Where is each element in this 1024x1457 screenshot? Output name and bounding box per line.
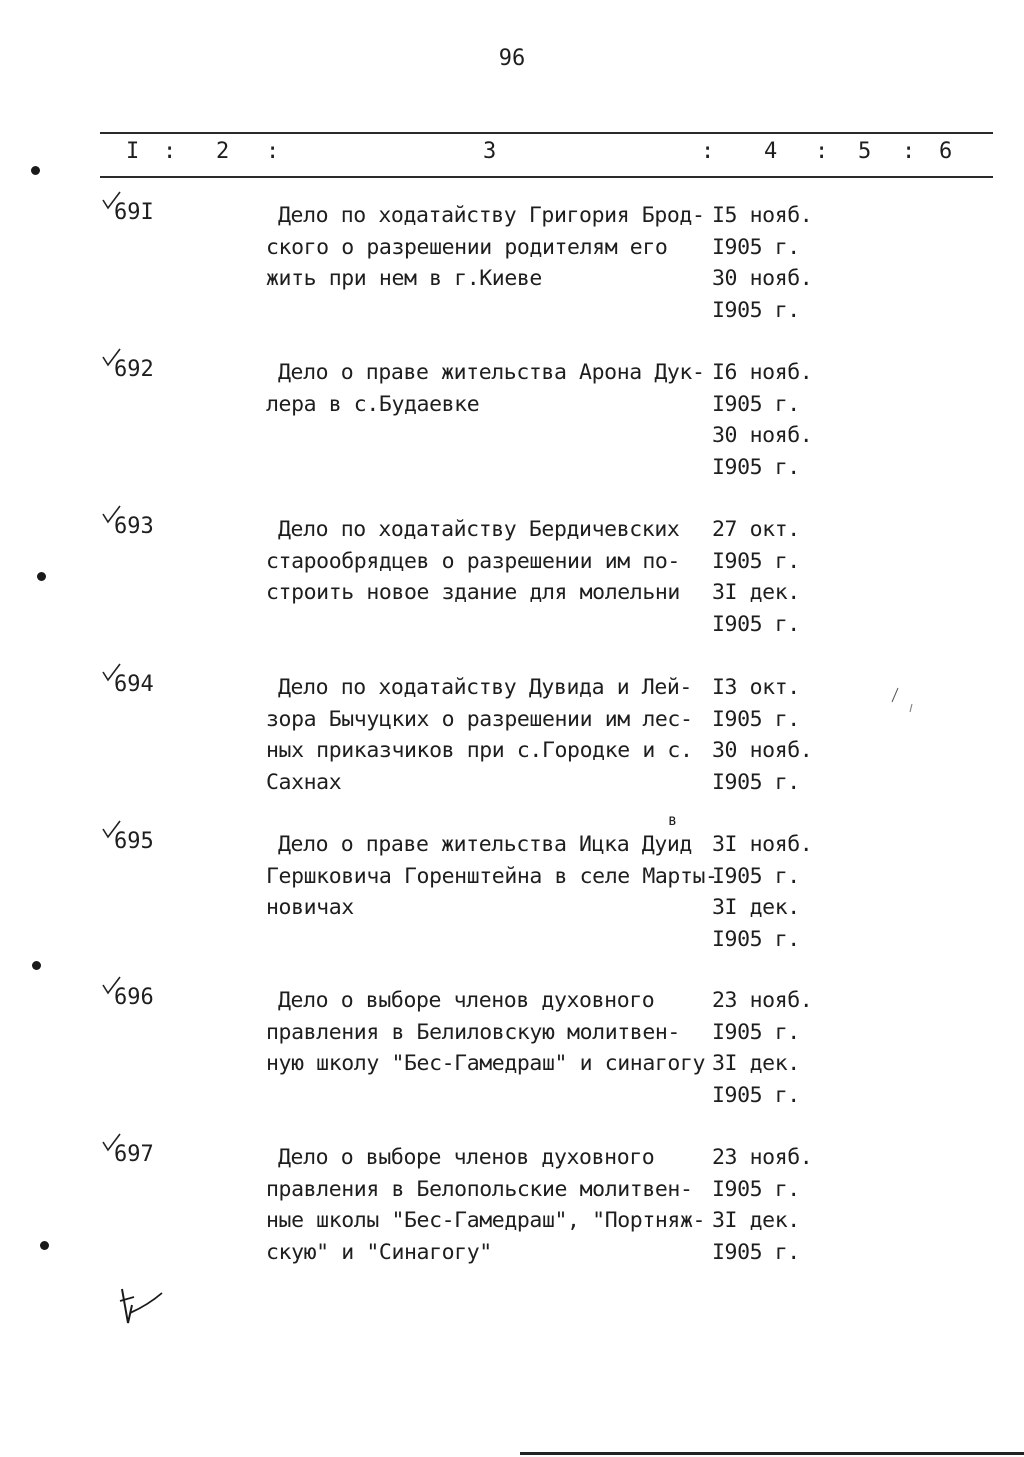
end-date: 30 нояб. [712, 738, 813, 763]
binding-hole-dot [37, 572, 46, 581]
description-line: правления в Белиловскую молитвен- [266, 1019, 680, 1045]
entry-dates [712, 357, 822, 483]
description-line: ные школы "Бес-Гамедраш", "Портняж- [266, 1208, 706, 1233]
end-year: I905 г. [712, 769, 800, 795]
description-line: Гершковича Горенштейна в селе Марты- [266, 863, 718, 889]
start-date: I6 нояб. [712, 360, 813, 385]
end-date: 3I дек. [712, 580, 800, 605]
header-col-4: 4 [764, 139, 778, 164]
header-top-rule [100, 132, 993, 134]
entry-description [266, 514, 716, 640]
entry-description [266, 357, 716, 483]
start-date: 23 нояб. [712, 1145, 813, 1170]
description-line: Дело о выборе членов духовного [278, 1145, 655, 1170]
header-bottom-rule [100, 176, 993, 178]
page-bottom-edge [520, 1452, 1024, 1455]
pencil-mark-icon [886, 684, 916, 724]
start-year: I905 г. [712, 1176, 800, 1202]
header-separator: : [815, 139, 829, 164]
entry-number: 697 [114, 1142, 154, 1167]
binding-hole-dot [40, 1241, 49, 1250]
entry-number: 695 [114, 829, 154, 854]
header-separator: : [163, 139, 177, 164]
end-date: 30 нояб. [712, 266, 813, 291]
description-line: Дело о праве жительства Ицка Дуид [278, 832, 692, 857]
description-line [266, 924, 716, 956]
entry-number: 693 [114, 514, 154, 539]
page-number: 96 [498, 46, 526, 71]
end-year: I905 г. [712, 1082, 800, 1108]
handwritten-signature-icon [118, 1283, 166, 1329]
binding-hole-dot [31, 166, 40, 175]
header-col-1: I [126, 139, 140, 164]
end-date: 3I дек. [712, 1208, 800, 1233]
description-line [266, 1080, 716, 1112]
description-line: новичах [266, 895, 354, 920]
entry-description [266, 1142, 716, 1268]
end-year: I905 г. [712, 1239, 800, 1265]
description-line [266, 295, 716, 327]
entry-number: 694 [114, 672, 154, 697]
entry-dates [712, 829, 822, 955]
start-date: I3 окт. [712, 675, 800, 700]
inventory-entry [0, 200, 1024, 360]
header-col-3: 3 [483, 139, 497, 164]
end-year: I905 г. [712, 297, 800, 323]
description-line: жить при нем в г.Киеве [266, 266, 542, 291]
start-date: I5 нояб. [712, 203, 813, 228]
entry-description [266, 672, 716, 798]
start-year: I905 г. [712, 548, 800, 574]
description-line [266, 452, 716, 484]
inventory-entry [0, 811, 1024, 989]
end-year: I905 г. [712, 611, 800, 637]
description-line: лера в с.Будаевке [266, 391, 480, 417]
inventory-entry [0, 672, 1024, 832]
start-date: 3I нояб. [712, 832, 813, 857]
end-date: 30 нояб. [712, 423, 813, 448]
end-year: I905 г. [712, 454, 800, 480]
header-col-6: 6 [939, 139, 953, 164]
header-col-5: 5 [858, 139, 872, 164]
start-year: I905 г. [712, 706, 800, 732]
description-line: ных приказчиков при с.Городке и с. [266, 738, 693, 763]
description-line: скую" и "Синагогу" [266, 1239, 492, 1265]
entry-number: 69I [114, 200, 154, 225]
start-year: I905 г. [712, 863, 800, 889]
description-line: Дело о выборе членов духовного [278, 988, 655, 1013]
entry-number: 696 [114, 985, 154, 1010]
handwritten-correction: в [668, 811, 678, 829]
description-line: ную школу "Бес-Гамедраш" и синагогу [266, 1051, 706, 1076]
start-year: I905 г. [712, 234, 800, 260]
end-date: 3I дек. [712, 895, 800, 920]
entry-dates [712, 514, 822, 640]
description-line: строить новое здание для молельни [266, 580, 680, 605]
entry-description [266, 829, 716, 955]
header-separator: : [902, 139, 916, 164]
start-year: I905 г. [712, 391, 800, 417]
header-separator: : [701, 139, 715, 164]
entry-description [266, 985, 716, 1111]
end-year: I905 г. [712, 926, 800, 952]
description-line: Дело по ходатайству Бердичевских [278, 517, 680, 542]
inventory-entry [0, 1142, 1024, 1302]
end-date: 3I дек. [712, 1051, 800, 1076]
description-line [266, 609, 716, 641]
entry-description [266, 200, 716, 326]
description-line: Дело по ходатайству Дувида и Лей- [278, 675, 692, 700]
header-col-2: 2 [216, 139, 230, 164]
description-line [266, 420, 716, 452]
start-date: 27 окт. [712, 517, 800, 542]
description-line: зора Бычуцких о разрешении им лес- [266, 706, 693, 732]
description-line: старообрядцев о разрешении им по- [266, 548, 680, 574]
entry-dates [712, 672, 822, 798]
entry-dates [712, 985, 822, 1111]
description-line: ского о разрешении родителям его [266, 234, 668, 260]
entry-dates [712, 200, 822, 326]
header-separator: : [266, 139, 280, 164]
start-year: I905 г. [712, 1019, 800, 1045]
description-line: Сахнах [266, 769, 342, 795]
description-line: Дело по ходатайству Григория Брод- [278, 203, 705, 228]
inventory-entry [0, 514, 1024, 674]
inventory-entry [0, 357, 1024, 517]
entry-dates [712, 1142, 822, 1268]
binding-hole-dot [32, 961, 41, 970]
start-date: 23 нояб. [712, 988, 813, 1013]
inventory-entry [0, 985, 1024, 1145]
entry-number: 692 [114, 357, 154, 382]
description-line: правления в Белопольские молитвен- [266, 1176, 693, 1202]
description-line: Дело о праве жительства Арона Дук- [278, 360, 705, 385]
